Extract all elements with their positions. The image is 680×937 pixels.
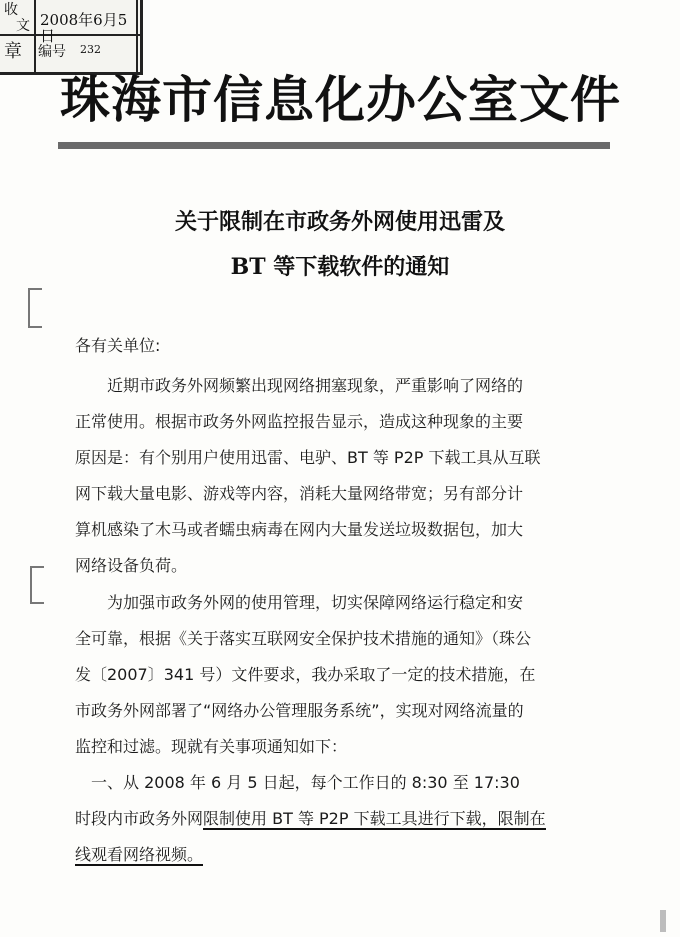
underlined-restriction: 限制使用 BT 等 P2P 下载工具进行下载，限制在 bbox=[203, 809, 546, 828]
paragraph-line: 原因是：有个别用户使用迅雷、电驴、BT 等 P2P 下载工具从互联 bbox=[75, 448, 541, 467]
paragraph-line: 市政务外网部署了“网络办公管理服务系统”，实现对网络流量的 bbox=[75, 701, 524, 720]
paragraph-line: 近期市政务外网频繁出现网络拥塞现象，严重影响了网络的 bbox=[107, 376, 524, 395]
stamp-char: 收 bbox=[4, 2, 18, 18]
binding-mark bbox=[28, 288, 42, 328]
paragraph-line: 为加强市政务外网的使用管理，切实保障网络运行稳定和安 bbox=[107, 593, 524, 612]
document-title-line1: 关于限制在市政务外网使用迅雷及 bbox=[174, 209, 505, 235]
issuer-header: 珠海市信息化办公室文件 bbox=[60, 70, 621, 129]
stamp-number-label: 编号 bbox=[38, 44, 66, 60]
list-item-line bbox=[75, 806, 546, 829]
binding-mark bbox=[30, 566, 44, 604]
stamp-char: 章 bbox=[4, 41, 22, 62]
stamp-date: 2008年6月5日 bbox=[40, 11, 128, 45]
paragraph-line: 监控和过滤。现就有关事项通知如下： bbox=[75, 737, 348, 756]
salutation: 各有关单位: bbox=[75, 336, 161, 355]
scan-artifact bbox=[660, 910, 666, 932]
paragraph-line: 算机感染了木马或者蠕虫病毒在网内大量发送垃圾数据包，加大 bbox=[75, 520, 524, 539]
paragraph-line: 发〔2007〕341 号）文件要求，我办采取了一定的技术措施，在 bbox=[75, 665, 536, 684]
list-item-line bbox=[75, 842, 203, 865]
paragraph-line: 网下载大量电影、游戏等内容，消耗大量网络带宽；另有部分计 bbox=[75, 484, 524, 503]
stamp-divider bbox=[34, 0, 36, 72]
stamp-number: 232 bbox=[80, 43, 101, 56]
list-item-text: 时段内市政务外网 bbox=[75, 809, 204, 828]
paragraph-line: 全可靠，根据《关于落实互联网安全保护技术措施的通知》（珠公 bbox=[75, 629, 532, 648]
paragraph-line: 网络设备负荷。 bbox=[75, 556, 188, 575]
stamp-char: 文 bbox=[16, 18, 30, 34]
list-item-line: 一、从 2008 年 6 月 5 日起，每个工作日的 8:30 至 17:30 bbox=[91, 773, 520, 792]
document-title-line2: BT 等下载软件的通知 bbox=[230, 254, 450, 280]
header-rule bbox=[58, 142, 610, 149]
paragraph-line: 正常使用。根据市政务外网监控报告显示，造成这种现象的主要 bbox=[75, 412, 524, 431]
underlined-restriction: 线观看网络视频。 bbox=[75, 845, 204, 864]
